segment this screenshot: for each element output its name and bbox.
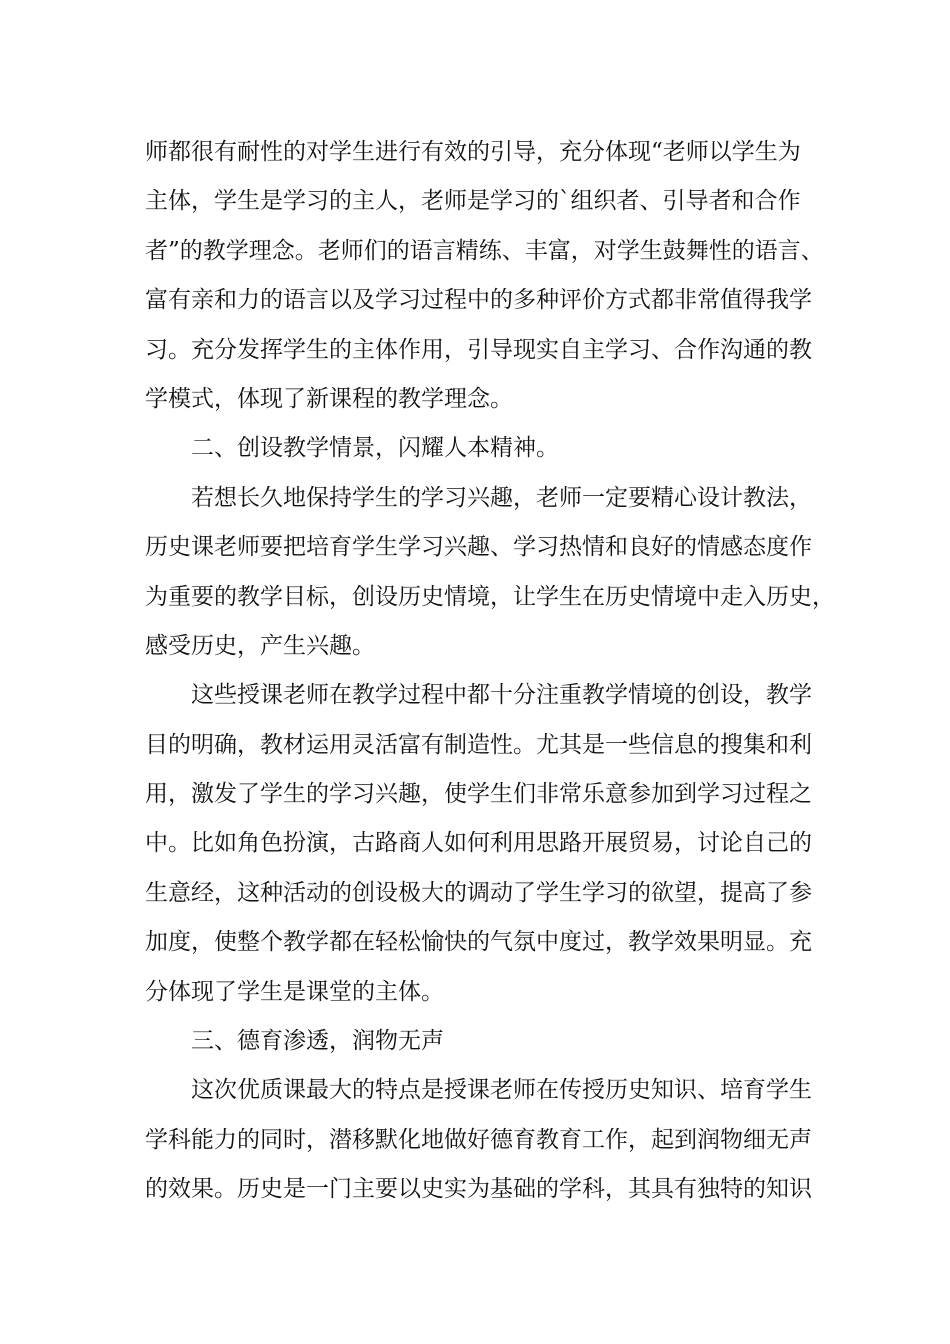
paragraph-line: 这次优质课最大的特点是授课老师在传授历史知识、培育学生 [191, 1077, 812, 1104]
paragraph-line: 用，激发了学生的学习兴趣，使学生们非常乐意参加到学习过程之 [145, 781, 812, 808]
paragraph-line: 若想长久地保持学生的学习兴趣，老师一定要精心设计教法， [191, 484, 812, 511]
paragraph-line: 分体现了学生是课堂的主体。 [145, 978, 444, 1005]
paragraph-line: 的效果。历史是一门主要以史实为基础的学科，其具有独特的知识 [145, 1176, 812, 1203]
section-heading: 三、德育渗透，润物无声 [191, 1028, 444, 1055]
paragraph-line: 学模式，体现了新课程的教学理念。 [145, 385, 513, 412]
paragraph-line: 这些授课老师在教学过程中都十分注重教学情境的创设，教学 [191, 682, 812, 709]
paragraph-line: 历史课老师要把培育学生学习兴趣、学习热情和良好的情感态度作 [145, 534, 812, 561]
paragraph-line: 生意经，这种活动的创设极大的调动了学生学习的欲望，提高了参 [145, 879, 812, 906]
document-body [145, 128, 835, 1215]
paragraph-line: 加度，使整个教学都在轻松愉快的气氛中度过，教学效果明显。充 [145, 929, 812, 956]
paragraph-line: 师都很有耐性的对学生进行有效的引导，充分体现“老师以学生为 [145, 139, 801, 165]
paragraph-line: 习。充分发挥学生的主体作用，引导现实自主学习、合作沟通的教 [145, 336, 812, 363]
paragraph-line: 中。比如角色扮演，古路商人如何利用思路开展贸易，讨论自己的 [145, 830, 812, 857]
paragraph-line: 主体，学生是学习的主人，老师是学习的`组织者、引导者和合作 [145, 188, 801, 215]
paragraph-line: 富有亲和力的语言以及学习过程中的多种评价方式都非常值得我学 [145, 287, 812, 314]
paragraph-line: 目的明确，教材运用灵活富有制造性。尤其是一些信息的搜集和利 [145, 731, 812, 758]
paragraph-line: 为重要的教学目标，创设历史情境，让学生在历史情境中走入历史， [145, 583, 835, 610]
paragraph-line: 学科能力的同时，潜移默化地做好德育教育工作，起到润物细无声 [145, 1126, 812, 1153]
paragraph-line: 者”的教学理念。老师们的语言精练、丰富，对学生鼓舞性的语言、 [145, 237, 824, 264]
paragraph-line: 感受历史，产生兴趣。 [145, 632, 375, 659]
section-heading: 二、创设教学情景，闪耀人本精神。 [191, 435, 559, 462]
